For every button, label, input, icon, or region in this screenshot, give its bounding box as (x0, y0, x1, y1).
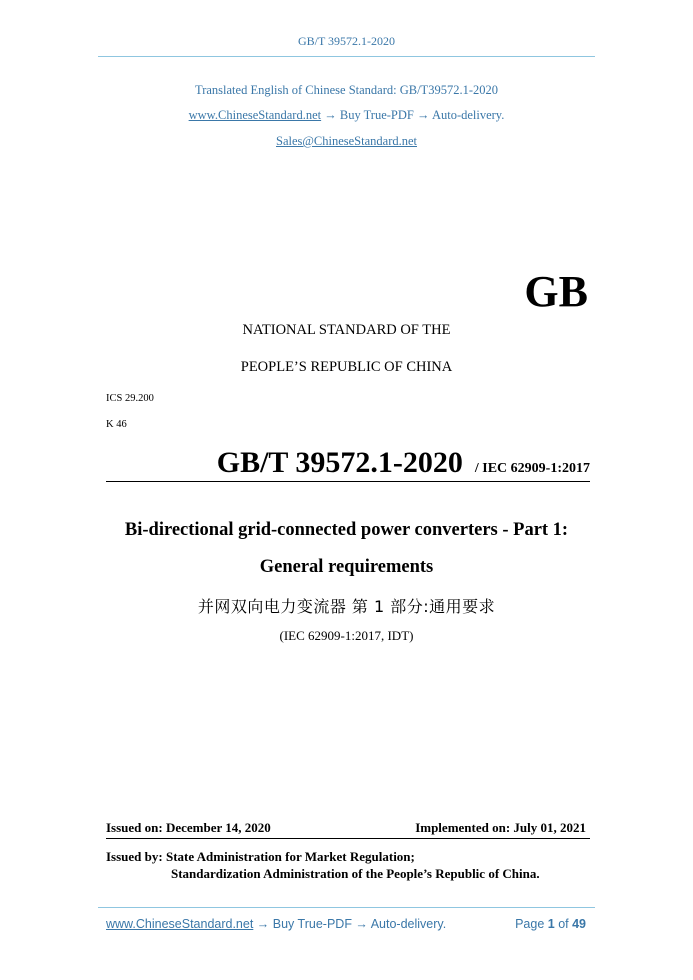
page-label: Page (515, 917, 548, 931)
chinese-title: 并网双向电力变流器 第 1 部分:通用要求 (197, 597, 496, 616)
standard-number-row (106, 446, 590, 480)
sales-email-link[interactable]: Sales@ChineseStandard.net (276, 134, 417, 148)
iec-reference: / IEC 62909-1:2017 (474, 461, 590, 476)
arrow-right-icon: → (351, 917, 371, 931)
issuer-line2: Standardization Administration of the People’s Republic of China. (171, 866, 540, 881)
national-standard-line2: PEOPLE’S REPUBLIC OF CHINA (240, 359, 453, 375)
footer-delivery-text: Auto-delivery. (370, 917, 447, 931)
footer-purchase-line (106, 917, 446, 931)
arrow-right-icon: → (253, 917, 273, 931)
running-header: GB/T 39572.1-2020 (297, 34, 396, 48)
purchase-line (0, 108, 693, 123)
translation-notice: Translated English of Chinese Standard: GB/T39572.1-2020 (195, 83, 498, 97)
classification-code: K 46 (106, 419, 127, 430)
sales-email-row (0, 134, 693, 149)
issuer-line1: Issued by: State Administration for Market Regulation; (106, 849, 415, 864)
document-title-line1: Bi-directional grid-connected power converters - Part 1: (124, 520, 569, 540)
gb-logo: GB (524, 267, 588, 316)
title-divider (106, 481, 590, 482)
buy-true-pdf-link[interactable]: Buy True-PDF (339, 108, 414, 122)
standard-number: GB/T 39572.1-2020 (216, 446, 463, 479)
footer-divider (98, 907, 595, 908)
footer-buy-link[interactable]: Buy True-PDF (272, 917, 352, 931)
page-number (515, 917, 586, 931)
auto-delivery-text: Auto-delivery. (431, 108, 505, 122)
ics-code: ICS 29.200 (106, 393, 154, 404)
page-total: 49 (572, 917, 586, 931)
issued-date: Issued on: December 14, 2020 (106, 820, 271, 835)
page-of: of (554, 917, 573, 931)
arrow-right-icon: → (321, 108, 340, 122)
dates-divider (106, 838, 590, 839)
document-title-line2: General requirements (259, 557, 434, 577)
footer-site-link[interactable]: www.ChineseStandard.net (106, 917, 254, 931)
page-current: 1 (547, 917, 555, 931)
header-divider (98, 56, 595, 57)
arrow-right-icon: → (413, 108, 432, 122)
implemented-date: Implemented on: July 01, 2021 (415, 820, 586, 835)
idt-reference: (IEC 62909-1:2017, IDT) (279, 628, 414, 643)
chinese-standard-link[interactable]: www.ChineseStandard.net (188, 108, 322, 122)
national-standard-line1: NATIONAL STANDARD OF THE (242, 322, 451, 338)
